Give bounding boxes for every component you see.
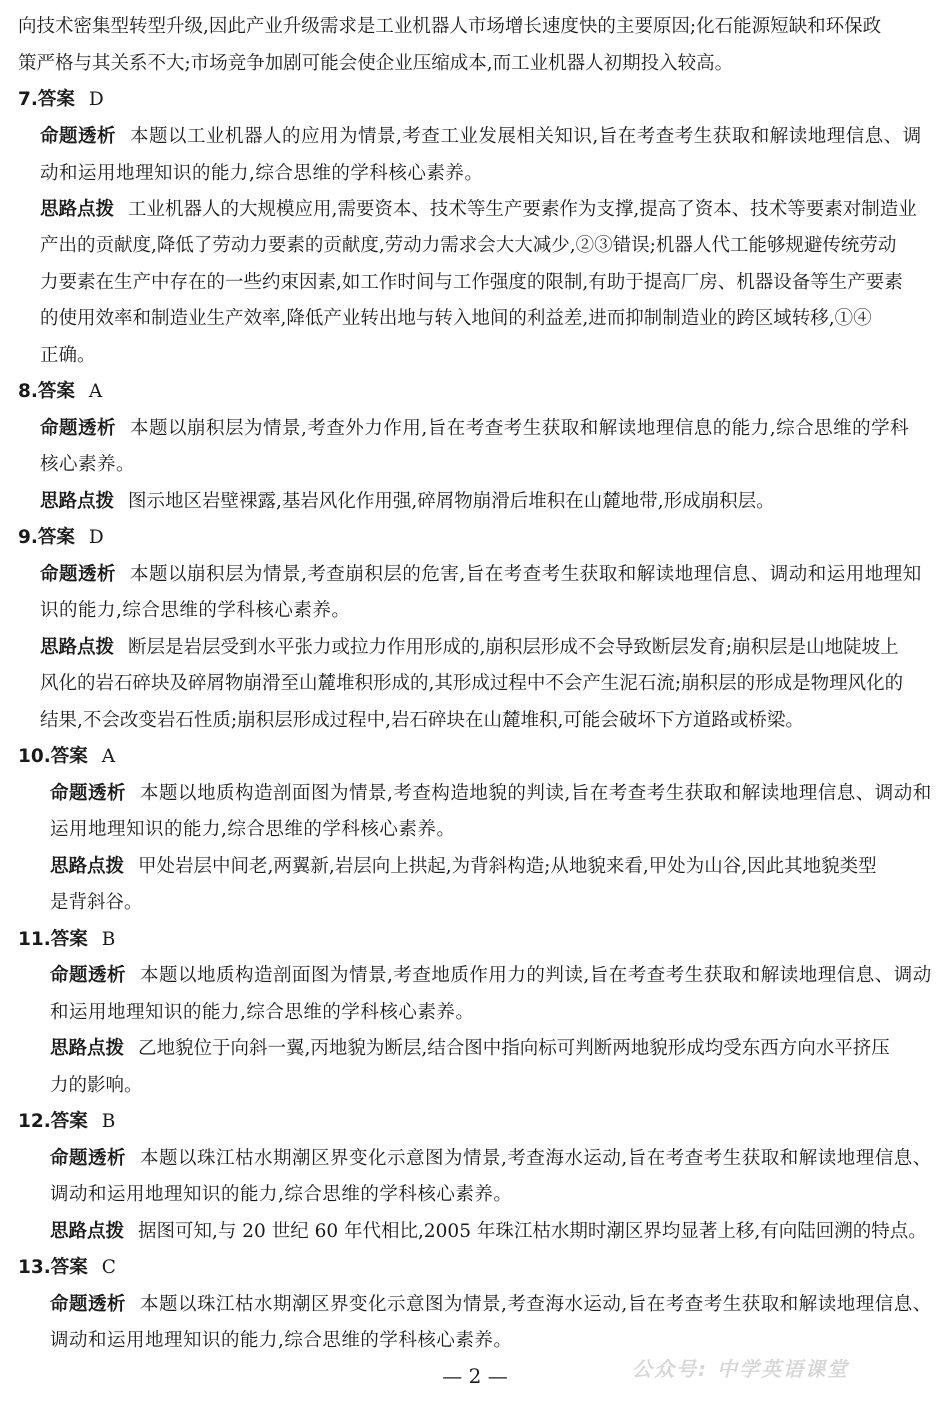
- question-number: 12.: [18, 1111, 51, 1132]
- analysis-text: 本题以工业机器人的应用为情景,考查工业发展相关知识,旨在考查考生获取和解读地理信息、调: [130, 126, 922, 147]
- question-number: 13.: [18, 1257, 51, 1278]
- hint-line-7-1: [40, 198, 917, 222]
- analysis-label: 命题透析: [40, 126, 117, 147]
- answer-heading-12: [18, 1110, 115, 1134]
- question-number: 9.: [18, 527, 38, 548]
- analysis-text: 本题以地质构造剖面图为情景,考查地质作用力的判读,旨在考查考生获取和解读地理信息、调动: [140, 965, 932, 986]
- analysis-line-11-2: 和运用地理知识的能力,综合思维的学科核心素养。: [50, 1002, 475, 1023]
- page-number: — 2 —: [442, 1364, 508, 1388]
- hint-line-7-5: 正确。: [40, 345, 96, 366]
- analysis-label: 命题透析: [50, 1148, 127, 1169]
- answer-heading-9: [18, 526, 104, 550]
- question-number: 10.: [18, 746, 51, 767]
- analysis-line-8-1: [40, 417, 909, 441]
- hint-line-8-1: [40, 490, 775, 514]
- intro-line: 策严格与其关系不大;市场竞争加剧可能会使企业压缩成本,而工业机器人初期投入较高。: [18, 53, 734, 74]
- hint-label: 思路点拨: [40, 491, 115, 512]
- hint-line-10-1: [50, 855, 877, 879]
- answer-heading-11: [18, 928, 115, 952]
- hint-text: 工业机器人的大规模应用,需要资本、技术等生产要素作为支撑,提高了资本、技术等要素对制造业: [128, 199, 917, 220]
- answer-letter: A: [101, 746, 116, 767]
- hint-text: 乙地貌位于向斜一翼,丙地貌为断层,结合图中指向标可判断两地貌形成均受东西方向水平挤压: [138, 1038, 890, 1059]
- analysis-line-9-2: 识的能力,综合思维的学科核心素养。: [40, 600, 351, 621]
- analysis-line-7-1: [40, 125, 922, 149]
- answer-letter: D: [88, 527, 104, 548]
- answer-letter: D: [88, 89, 104, 110]
- analysis-line-12-1: [50, 1147, 932, 1171]
- hint-line-9-1: [40, 636, 899, 660]
- hint-text: 断层是岩层受到水平张力或拉力作用形成的,崩积层形成不会导致断层发育;崩积层是山地陡坡上: [128, 637, 899, 658]
- analysis-label: 命题透析: [50, 783, 127, 804]
- answer-label: 答案: [50, 746, 88, 767]
- hint-line-9-3: 结果,不会改变岩石性质;崩积层形成过程中,岩石碎块在山麓堆积,可能会破坏下方道路或桥梁。: [40, 710, 804, 731]
- analysis-text: 本题以崩积层为情景,考查外力作用,旨在考查考生获取和解读地理信息的能力,综合思维的学科: [130, 418, 910, 439]
- analysis-line-11-1: [50, 964, 932, 988]
- hint-label: 思路点拨: [50, 856, 125, 877]
- analysis-text: 本题以崩积层为情景,考查崩积层的危害,旨在考查考生获取和解读地理信息、调动和运用地理知: [130, 564, 922, 585]
- answer-label: 答案: [50, 929, 88, 950]
- answer-letter: C: [101, 1257, 116, 1278]
- analysis-text: 本题以珠江枯水期潮区界变化示意图为情景,考查海水运动,旨在考查考生获取和解读地理信息、: [140, 1148, 932, 1169]
- hint-label: 思路点拨: [50, 1221, 125, 1242]
- hint-text: 甲处岩层中间老,两翼新,岩层向上拱起,为背斜构造;从地貌来看,甲处为山谷,因此其地貌类型: [138, 856, 877, 877]
- answer-label: 答案: [37, 527, 75, 548]
- question-number: 11.: [18, 929, 51, 950]
- analysis-line-13-1: [50, 1293, 932, 1317]
- analysis-line-8-2: 核心素养。: [40, 454, 136, 475]
- answer-letter: A: [88, 381, 103, 402]
- hint-label: 思路点拨: [40, 637, 115, 658]
- hint-label: 思路点拨: [50, 1038, 125, 1059]
- hint-line-7-2: 产出的贡献度,降低了劳动力要素的贡献度,劳动力需求会大大减少,②③错误;机器人代工能够规避传统劳动: [40, 235, 897, 256]
- answer-label: 答案: [37, 381, 75, 402]
- analysis-label: 命题透析: [40, 418, 117, 439]
- analysis-line-13-2: 调动和运用地理知识的能力,综合思维的学科核心素养。: [50, 1330, 513, 1351]
- answer-heading-7: [18, 88, 104, 112]
- analysis-line-7-2: 动和运用地理知识的能力,综合思维的学科核心素养。: [40, 163, 484, 184]
- answer-label: 答案: [50, 1257, 88, 1278]
- hint-line-7-4: 的使用效率和制造业生产效率,降低产业转出地与转入地间的利益差,进而抑制制造业的跨区域转移,①④: [40, 308, 872, 329]
- hint-label: 思路点拨: [40, 199, 115, 220]
- hint-text: 据图可知,与 20 世纪 60 年代相比,2005 年珠江枯水期时潮区界均显著上移,有向陆回溯的特点。: [138, 1221, 927, 1242]
- answer-heading-8: [18, 380, 102, 404]
- answer-letter: B: [101, 1111, 116, 1132]
- analysis-line-9-1: [40, 563, 922, 587]
- analysis-line-10-1: [50, 782, 932, 806]
- analysis-line-10-2: 运用地理知识的能力,综合思维的学科核心素养。: [50, 819, 456, 840]
- answer-heading-13: [18, 1256, 116, 1280]
- question-number: 7.: [18, 89, 38, 110]
- analysis-text: 本题以珠江枯水期潮区界变化示意图为情景,考查海水运动,旨在考查考生获取和解读地理信息、: [140, 1294, 932, 1315]
- question-number: 8.: [18, 381, 38, 402]
- answer-label: 答案: [37, 89, 75, 110]
- hint-line-11-2: 力的影响。: [50, 1075, 143, 1096]
- answer-label: 答案: [50, 1111, 88, 1132]
- hint-line-11-1: [50, 1037, 890, 1061]
- analysis-label: 命题透析: [50, 965, 127, 986]
- hint-line-7-3: 力要素在生产中存在的一些约束因素,如工作时间与工作强度的限制,有助于提高厂房、机器设备等生产要素: [40, 272, 903, 293]
- answer-heading-10: [18, 745, 115, 769]
- hint-line-12-1: [50, 1220, 927, 1244]
- analysis-label: 命题透析: [40, 564, 117, 585]
- hint-line-9-2: 风化的岩石碎块及碎屑物崩滑至山麓堆积形成的,其形成过程中不会产生泥石流;崩积层的形成是物理风化的: [40, 673, 904, 694]
- hint-line-10-2: 是背斜谷。: [50, 892, 143, 913]
- answer-letter: B: [101, 929, 116, 950]
- watermark: 公众号: 中学英语课堂: [632, 1357, 849, 1381]
- hint-text: 图示地区岩壁裸露,基岩风化作用强,碎屑物崩滑后堆积在山麓地带,形成崩积层。: [128, 491, 775, 512]
- intro-line: 向技术密集型转型升级,因此产业升级需求是工业机器人市场增长速度快的主要原因;化石能源短缺和环保政: [18, 16, 882, 37]
- analysis-line-12-2: 调动和运用地理知识的能力,综合思维的学科核心素养。: [50, 1184, 513, 1205]
- analysis-text: 本题以地质构造剖面图为情景,考查构造地貌的判读,旨在考查考生获取和解读地理信息、调动和: [140, 783, 932, 804]
- analysis-label: 命题透析: [50, 1294, 127, 1315]
